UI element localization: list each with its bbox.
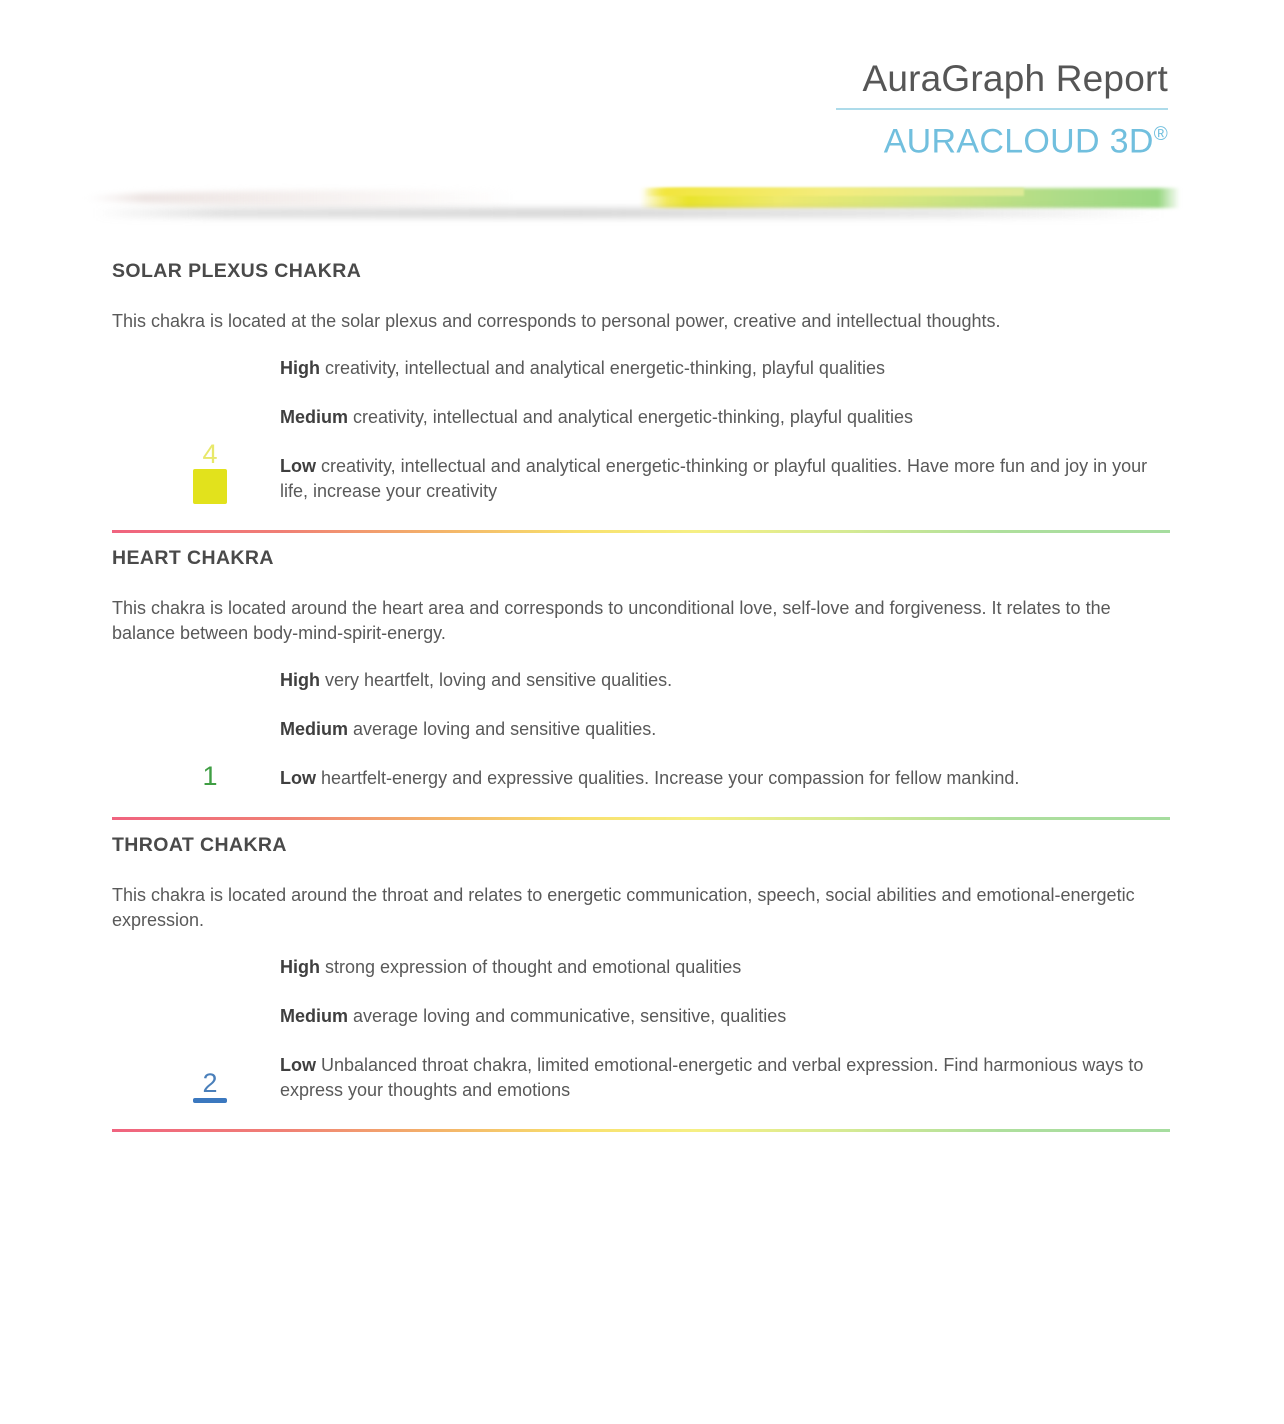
qualities-list <box>112 356 1172 504</box>
quality-level-label: Medium <box>280 1006 349 1026</box>
quality-level-label: Low <box>280 1055 316 1075</box>
quality-row <box>280 356 1150 381</box>
section-title: THROAT CHAKRA <box>112 834 287 856</box>
qualities-list <box>112 668 1172 791</box>
decorative-gradient-bar <box>84 176 1180 226</box>
section-title: SOLAR PLEXUS CHAKRA <box>112 260 362 282</box>
quality-description: creativity, intellectual and analytical energetic-thinking, playful qualities <box>348 407 913 427</box>
quality-description: creativity, intellectual and analytical energetic-thinking or playful qualities. Have more fun and joy in your life, increase your creativity <box>280 456 1148 501</box>
gauge-value: 1 <box>202 761 218 791</box>
qualities-list <box>112 955 1172 1103</box>
quality-row <box>280 1004 1150 1029</box>
section-divider <box>112 1129 1170 1132</box>
decorative-shadow <box>94 208 1164 218</box>
chakra-section-heart <box>112 533 1172 820</box>
section-description: This chakra is located around the heart area and corresponds to unconditional love, self-love and forgiveness. It relates to the balance between body-mind-spirit-energy. <box>112 598 1111 643</box>
report-header <box>0 0 1284 180</box>
brand-block <box>828 56 1168 162</box>
quality-row <box>280 454 1150 504</box>
quality-level-label: High <box>280 358 320 378</box>
quality-description: very heartfelt, loving and sensitive qualities. <box>320 670 673 690</box>
quality-row <box>280 955 1150 980</box>
quality-row <box>280 405 1150 430</box>
gauge-bar <box>193 1098 227 1103</box>
report-content <box>112 246 1172 1132</box>
gauge-value: 2 <box>202 1068 218 1098</box>
quality-level-label: Medium <box>280 407 349 427</box>
decorative-color-highlight <box>644 188 1024 196</box>
header-rule <box>836 108 1168 110</box>
decorative-swoosh <box>84 190 684 206</box>
chakra-gauge <box>170 439 250 504</box>
quality-level-label: High <box>280 670 320 690</box>
product-name <box>828 114 1168 162</box>
section-description: This chakra is located around the throat and relates to energetic communication, speech, social abilities and emotional-energetic expression. <box>112 885 1135 930</box>
quality-row <box>280 668 1150 693</box>
chakra-gauge <box>170 1068 250 1103</box>
quality-description: creativity, intellectual and analytical energetic-thinking, playful qualities <box>320 358 885 378</box>
quality-level-label: Low <box>280 456 316 476</box>
chakra-gauge <box>170 761 250 791</box>
registered-trademark-icon: ® <box>1153 124 1168 145</box>
gauge-bar <box>193 469 227 504</box>
quality-description: Unbalanced throat chakra, limited emotional-energetic and verbal expression. Find harmonious ways to express your thoughts and emotions <box>280 1055 1144 1100</box>
quality-level-label: Low <box>280 768 316 788</box>
gauge-value: 4 <box>202 439 218 469</box>
product-name-text: AURACLOUD 3D <box>883 122 1154 161</box>
quality-row <box>280 766 1150 791</box>
quality-description: average loving and sensitive qualities. <box>348 719 657 739</box>
quality-level-label: Medium <box>280 719 349 739</box>
chakra-section-solar-plexus <box>112 246 1172 533</box>
chakra-section-throat <box>112 820 1172 1132</box>
section-title: HEART CHAKRA <box>112 547 274 569</box>
quality-level-label: High <box>280 957 320 977</box>
section-description: This chakra is located at the solar plexus and corresponds to personal power, creative and intellectual thoughts. <box>112 311 1001 331</box>
quality-description: heartfelt-energy and expressive qualities. Increase your compassion for fellow mankind. <box>316 768 1020 788</box>
quality-description: strong expression of thought and emotional qualities <box>320 957 742 977</box>
quality-row <box>280 717 1150 742</box>
quality-row <box>280 1053 1150 1103</box>
quality-description: average loving and communicative, sensitive, qualities <box>348 1006 787 1026</box>
report-title: AuraGraph Report <box>862 58 1168 99</box>
